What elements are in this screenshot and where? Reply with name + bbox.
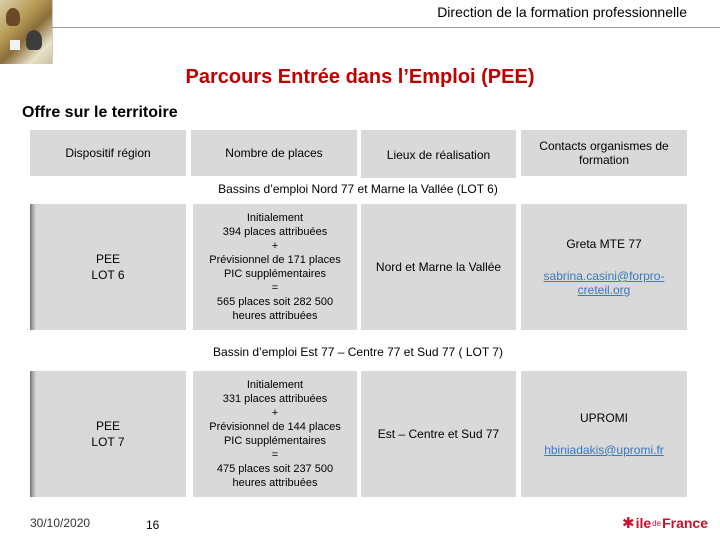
places-line: PIC supplémentaires	[223, 268, 327, 280]
places-line: heures attribuées	[232, 477, 318, 489]
places-line: +	[271, 240, 279, 252]
places-line: 331 places attribuées	[222, 393, 328, 405]
places-line: PIC supplémentaires	[223, 435, 327, 447]
table-cell-contact	[521, 204, 687, 330]
places-line: 394 places attribuées	[222, 226, 328, 238]
header-divider	[52, 27, 720, 28]
table-cell-dispositif	[30, 371, 186, 497]
column-header-lieux: Lieux de réalisation	[361, 130, 516, 178]
photo-paper	[10, 40, 20, 50]
organization-name: Direction de la formation professionnelle	[437, 4, 687, 20]
places-line: Initialement	[246, 212, 304, 224]
page-number: 16	[146, 518, 160, 532]
places-line: 565 places soit 282 500	[216, 296, 334, 308]
places-line: 475 places soit 237 500	[216, 463, 334, 475]
column-header-contacts: Contacts organismes de formation	[521, 130, 687, 176]
dispositif-line: PEE	[95, 252, 120, 266]
places-line: =	[271, 449, 279, 461]
region-logo: ✱ ile de France	[622, 515, 708, 532]
star-icon: ✱	[622, 515, 635, 532]
table-cell-places	[193, 204, 357, 330]
contact-email-link[interactable]: hbiniadakis@upromi.fr	[544, 443, 664, 457]
column-header-dispositif: Dispositif région	[30, 130, 186, 176]
contact-name: Greta MTE 77	[566, 237, 642, 251]
table-cell-dispositif	[30, 204, 186, 330]
places-line: Initialement	[246, 379, 304, 391]
photo-person	[26, 30, 42, 50]
dispositif-line: LOT 6	[91, 268, 125, 282]
contact-email-link[interactable]: sabrina.casini@forpro-creteil.org	[543, 269, 665, 297]
section-heading: Bassin d’emploi Est 77 – Centre 77 et Sud 77 ( LOT 7)	[213, 345, 503, 359]
places-line: +	[271, 407, 279, 419]
table-cell-lieu: Nord et Marne la Vallée	[361, 204, 516, 330]
page-subtitle: Offre sur le territoire	[22, 104, 178, 121]
column-header-places: Nombre de places	[191, 130, 357, 176]
places-line: =	[271, 282, 279, 294]
page-title: Parcours Entrée dans l’Emploi (PEE)	[185, 66, 535, 88]
header-photo	[0, 0, 53, 64]
places-line: Prévisionnel de 171 places	[209, 254, 341, 266]
table-cell-places	[193, 371, 357, 497]
places-line: Prévisionnel de 144 places	[209, 421, 341, 433]
dispositif-line: LOT 7	[91, 435, 125, 449]
section-heading: Bassins d’emploi Nord 77 et Marne la Vallée (LOT 6)	[218, 182, 498, 196]
footer-date: 30/10/2020	[30, 516, 91, 530]
places-line: heures attribuées	[232, 310, 318, 322]
table-cell-contact	[521, 371, 687, 497]
photo-person	[6, 8, 20, 26]
contact-name: UPROMI	[580, 411, 628, 425]
dispositif-line: PEE	[95, 419, 120, 433]
table-cell-lieu: Est – Centre et Sud 77	[361, 371, 516, 497]
